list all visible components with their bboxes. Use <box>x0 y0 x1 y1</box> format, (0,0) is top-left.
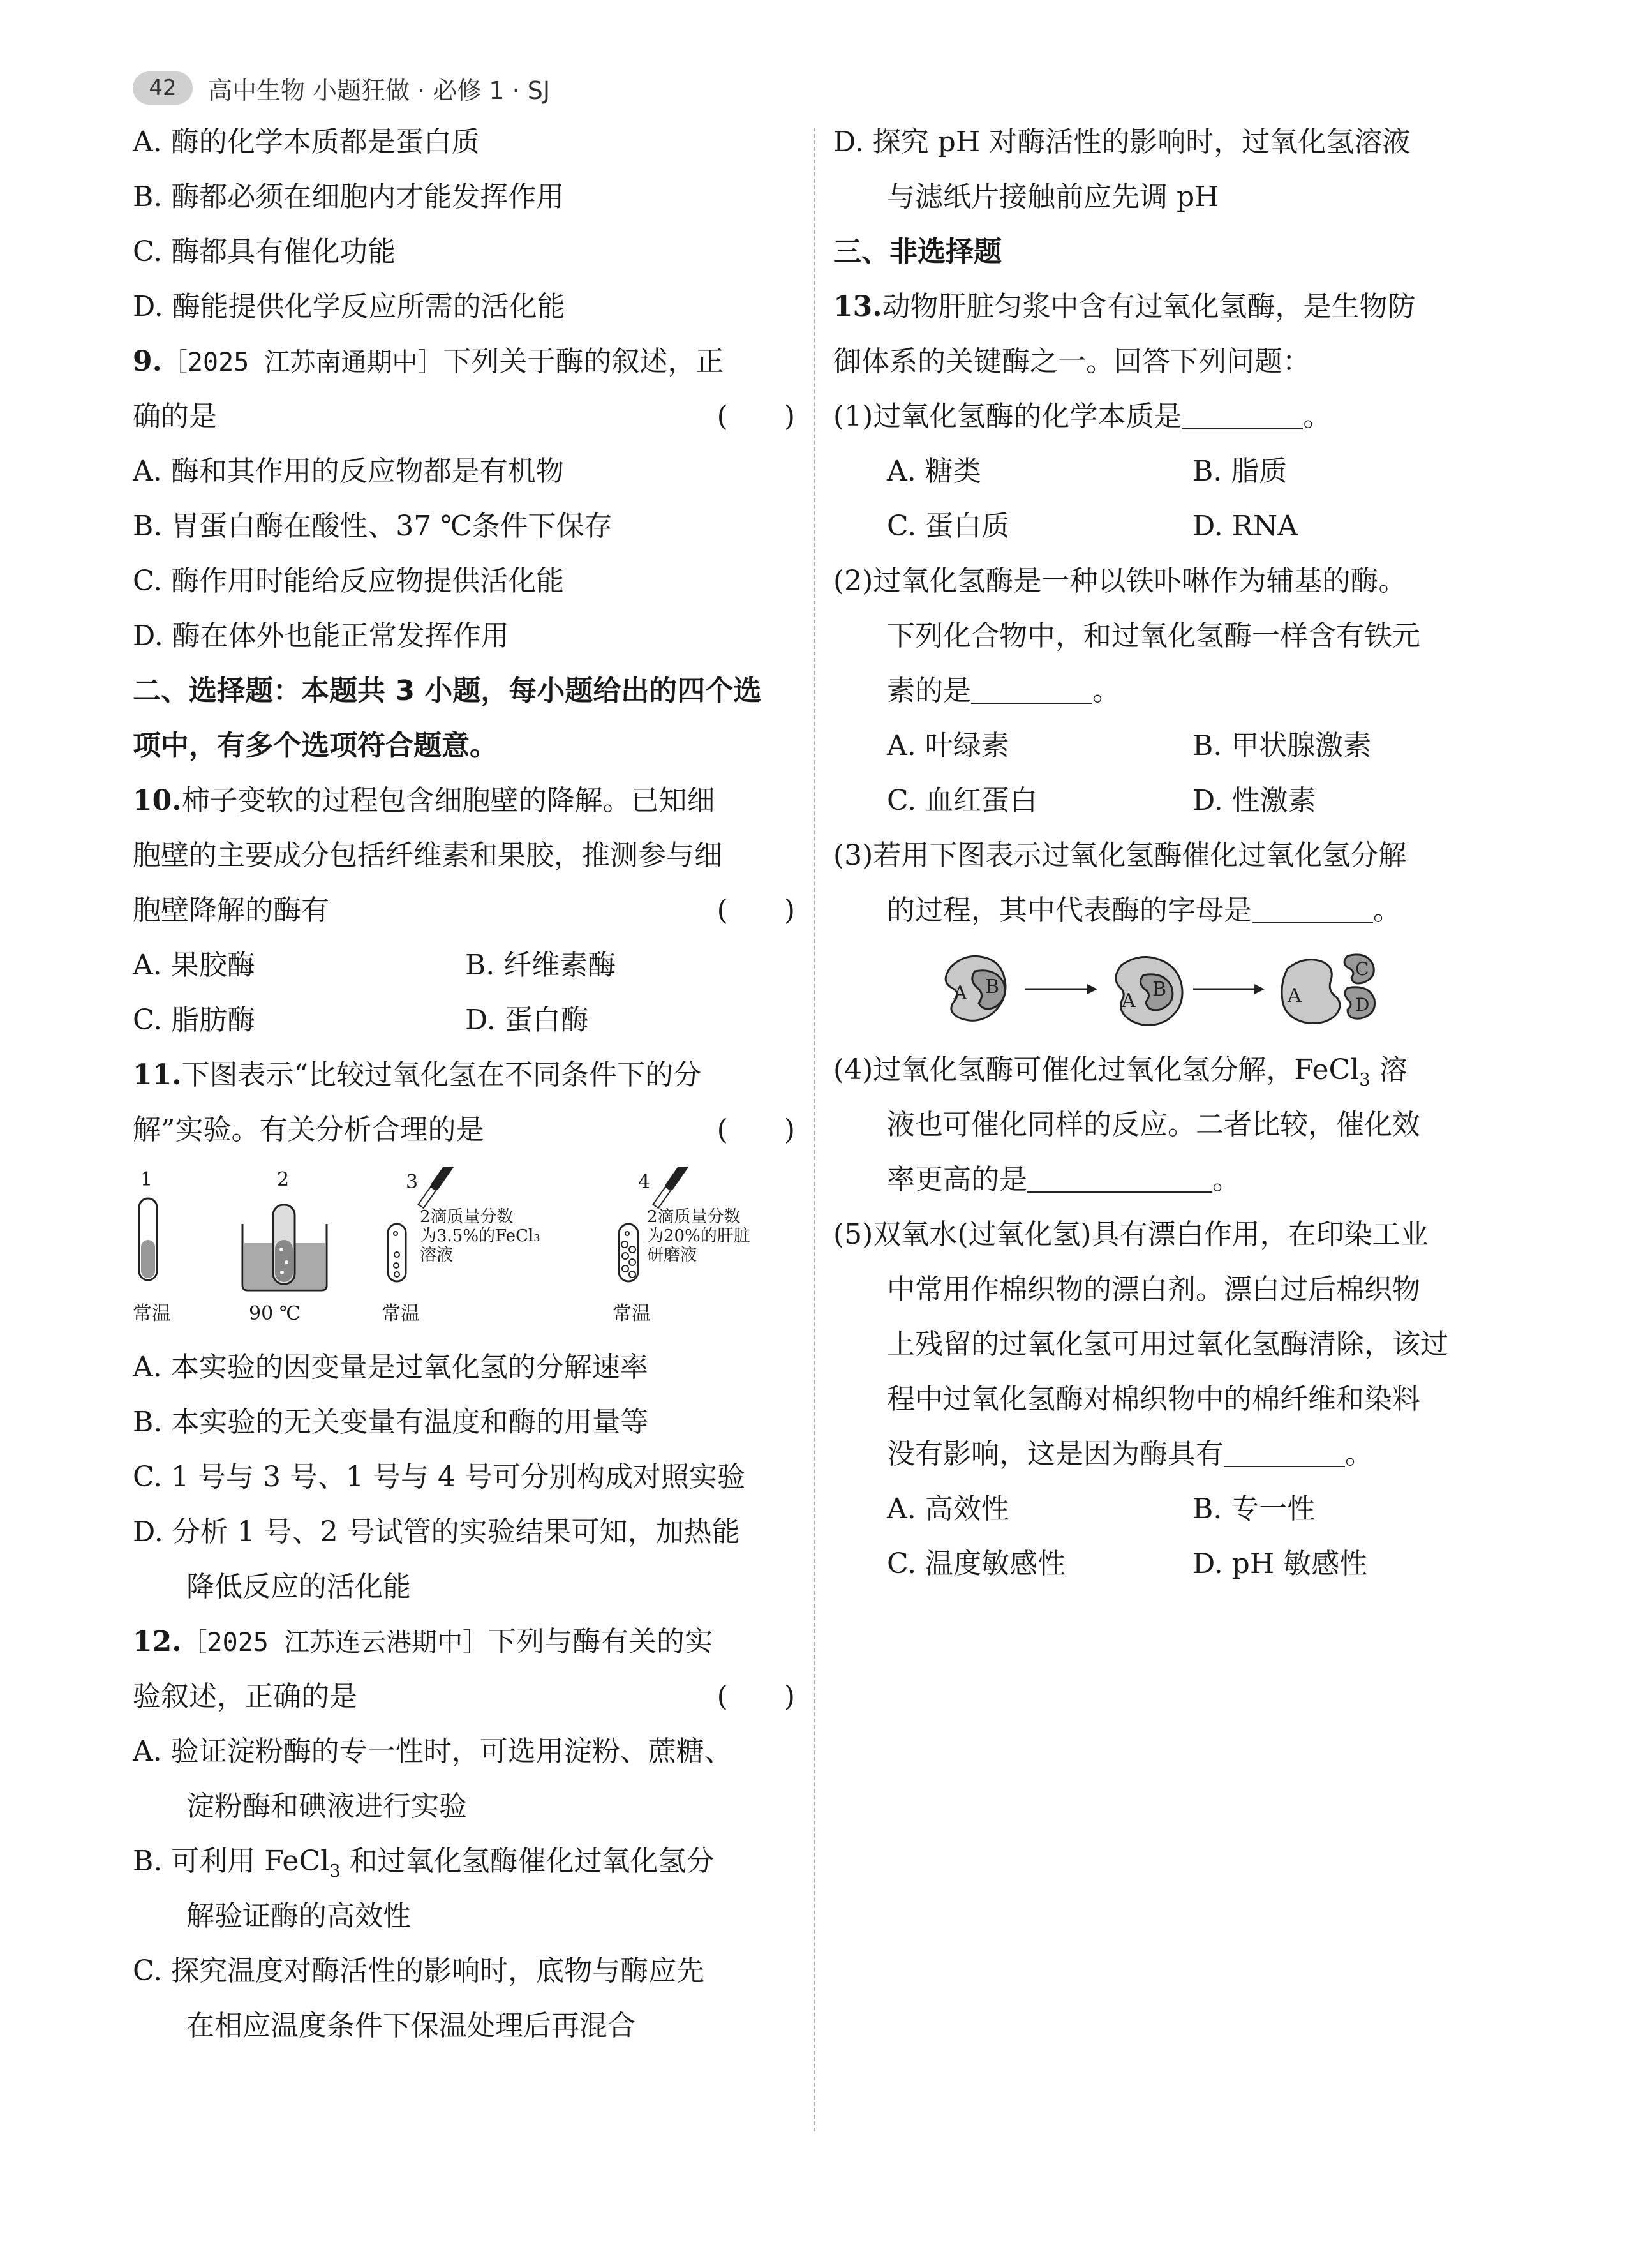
subscript-3: 3 <box>329 1861 341 1881</box>
q10-text-end: 胞壁降解的酶有 <box>133 894 329 927</box>
tube-number-2: 2 <box>277 1168 290 1191</box>
tube-number-4: 4 <box>638 1171 651 1193</box>
page-header <box>133 69 550 107</box>
answer-blank[interactable] <box>971 675 1092 704</box>
q13-part2-line2: 下列化合物中，和过氧化氢酶一样含有铁元 <box>887 620 1420 652</box>
letter-d: D <box>1355 994 1370 1015</box>
option-b: B. 专一性 <box>1192 1493 1316 1525</box>
tube-3-label-line2: 为3.5%的FeCl₃ <box>420 1227 540 1246</box>
part-label: (5) <box>833 1218 873 1251</box>
q8-option-d: D. 酶能提供化学反应所需的活化能 <box>133 290 565 323</box>
q10-option-d: D. 蛋白酶 <box>465 1004 589 1036</box>
arrow-2-head <box>1254 984 1265 994</box>
answer-paren: ( ) <box>717 894 795 927</box>
q12-stem: 下列与酶有关的实 <box>487 1625 713 1658</box>
q10-line2: 胞壁的主要成分包括纤维素和果胶，推测参与细 <box>133 839 722 872</box>
q11-option-b: B. 本实验的无关变量有温度和酶的用量等 <box>133 1406 649 1438</box>
q13-part5-text: 双氧水(过氧化氢)具有漂白作用，在印染工业 <box>873 1218 1429 1251</box>
q13-number: 13. <box>833 290 882 323</box>
q10-options-row1 <box>133 938 798 993</box>
enzyme-diagram <box>833 946 1498 1033</box>
q12-option-b-text: B. 可利用 FeCl <box>133 1845 330 1877</box>
answer-paren: ( ) <box>717 1114 795 1146</box>
option-a: A. 高效性 <box>887 1493 1009 1525</box>
q11-option-c: C. 1 号与 3 号、1 号与 4 号可分别构成对照实验 <box>133 1461 745 1493</box>
tube-3-label-line3: 溶液 <box>420 1246 454 1265</box>
option-a: A. 叶绿素 <box>887 729 1009 762</box>
q13-part5-line5 <box>833 1427 1498 1482</box>
temp-label-4: 常温 <box>613 1302 651 1325</box>
q12-source: ［2025 江苏连云港期中］ <box>181 1628 488 1657</box>
answer-blank[interactable] <box>1252 894 1373 923</box>
option-d: D. 性激素 <box>1192 784 1316 817</box>
temp-label-2: 90 ℃ <box>249 1302 301 1325</box>
q9-stem-line2 <box>133 389 798 444</box>
page-number: 42 <box>133 71 193 105</box>
q10-text: 柿子变软的过程包含细胞壁的降解。已知细 <box>181 784 715 817</box>
option-c: C. 蛋白质 <box>887 510 1010 542</box>
q9-source: ［2025 江苏南通期中］ <box>161 348 443 377</box>
q13-part5-line2: 中常用作棉织物的漂白剂。漂白过后棉织物 <box>887 1273 1420 1306</box>
dropper-4 <box>652 1167 693 1209</box>
q11-test-tube-figure <box>133 1167 798 1332</box>
q13-part5-options-row1 <box>833 1482 1498 1537</box>
q11-option-d-cont: 降低反应的活化能 <box>186 1570 411 1603</box>
q10-option-a: A. 果胶酶 <box>133 949 255 981</box>
q12-number: 12. <box>133 1625 182 1658</box>
letter-b-1: B <box>985 976 1000 998</box>
tube-number-1: 1 <box>140 1168 153 1191</box>
q13-part1-options-row1 <box>833 444 1498 499</box>
q13-part2-line1 <box>833 554 1498 609</box>
right-column <box>833 115 1498 1592</box>
subscript-3: 3 <box>1359 1070 1371 1090</box>
q13-part5-line1 <box>833 1207 1498 1262</box>
temp-label-1: 常温 <box>133 1302 171 1325</box>
section2-heading-line1: 二、选择题：本题共 3 小题，每小题给出的四个选 <box>133 675 762 707</box>
period: 。 <box>1092 675 1120 707</box>
q13-part4-text2: 溶 <box>1370 1054 1408 1086</box>
q9-option-b: B. 胃蛋白酶在酸性、37 ℃条件下保存 <box>133 510 613 542</box>
tube-3-label <box>420 1207 540 1265</box>
q11-number: 11. <box>133 1059 182 1091</box>
q13-part1 <box>833 389 1498 444</box>
q12-option-c: C. 探究温度对酶活性的影响时，底物与酶应先 <box>133 1955 705 1987</box>
q10-line3 <box>133 883 798 938</box>
q11-text: 下图表示“比较过氧化氢在不同条件下的分 <box>181 1059 702 1091</box>
tube-1-liquid <box>141 1240 155 1278</box>
answer-paren: ( ) <box>717 400 795 433</box>
q13-text: 动物肝脏匀浆中含有过氧化氢酶，是生物防 <box>882 290 1416 323</box>
q13-part5-line3: 上残留的过氧化氢可用过氧化氢酶清除，该过 <box>887 1328 1448 1361</box>
q11-line1 <box>133 1048 798 1103</box>
dropper-3 <box>417 1167 458 1209</box>
q13-part3-line1 <box>833 828 1498 883</box>
q13-part4-text: 过氧化氢酶可催化过氧化氢分解，FeCl <box>873 1054 1360 1086</box>
letter-a-2: A <box>1122 990 1136 1012</box>
answer-paren: ( ) <box>717 1680 795 1713</box>
answer-blank[interactable] <box>1182 400 1303 429</box>
q13-part2-line3 <box>833 664 1498 719</box>
tube-4-label-line2: 为20%的肝脏 <box>647 1227 750 1246</box>
letter-a-3: A <box>1288 985 1302 1007</box>
q9-option-c: C. 酶作用时能给反应物提供活化能 <box>133 565 565 597</box>
q13-part2-text: 过氧化氢酶是一种以铁卟啉作为辅基的酶。 <box>873 565 1407 597</box>
q12-stem-end: 验叙述，正确的是 <box>133 1680 357 1713</box>
part-label: (2) <box>833 565 873 597</box>
arrow-1-head <box>1087 984 1097 994</box>
q12-option-b <box>133 1834 798 1889</box>
q13-part3-line2 <box>833 883 1498 938</box>
q13-line2: 御体系的关键酶之一。回答下列问题： <box>833 345 1311 378</box>
q10-option-c: C. 脂肪酶 <box>133 1004 256 1036</box>
q12-option-a-cont: 淀粉酶和碘液进行实验 <box>186 1790 467 1823</box>
q13-part2-text-end: 素的是 <box>887 675 971 707</box>
q8-option-c: C. 酶都具有催化功能 <box>133 235 396 268</box>
period: 。 <box>1303 400 1332 433</box>
part-label: (3) <box>833 839 873 872</box>
q13-line1 <box>833 280 1498 334</box>
letter-c: C <box>1355 959 1369 980</box>
q13-part4-line1 <box>833 1043 1498 1098</box>
q11-line2 <box>133 1103 798 1158</box>
q12-option-c-cont: 在相应温度条件下保温处理后再混合 <box>186 2010 635 2042</box>
q13-part5-line4: 程中过氧化氢酶对棉织物中的棉纤维和染料 <box>887 1383 1420 1415</box>
temp-label-3: 常温 <box>382 1302 420 1325</box>
q12-option-b-cont: 解验证酶的高效性 <box>186 1900 411 1932</box>
q13-part1-options-row2 <box>833 499 1498 554</box>
q11-option-d: D. 分析 1 号、2 号试管的实验结果可知，加热能 <box>133 1516 740 1548</box>
answer-blank[interactable] <box>1224 1438 1345 1467</box>
q13-part4-line2: 液也可催化同样的反应。二者比较，催化效 <box>887 1108 1420 1141</box>
q12-stem-line1 <box>133 1615 798 1669</box>
part-label: (1) <box>833 400 873 433</box>
option-d: D. RNA <box>1192 510 1298 542</box>
q9-stem: 下列关于酶的叙述，正 <box>443 345 724 378</box>
q10-number: 10. <box>133 784 182 817</box>
letter-a-1: A <box>953 982 967 1004</box>
q11-option-a: A. 本实验的因变量是过氧化氢的分解速率 <box>133 1351 648 1384</box>
left-column <box>133 115 798 2054</box>
enzyme-reaction-figure <box>833 946 1498 1033</box>
option-c: C. 血红蛋白 <box>887 784 1038 817</box>
tube-2-liquid <box>275 1240 293 1282</box>
q13-part1-text: 过氧化氢酶的化学本质是 <box>873 400 1182 433</box>
q9-stem-end: 确的是 <box>133 400 217 433</box>
period: 。 <box>1212 1163 1240 1196</box>
answer-blank[interactable] <box>1027 1163 1212 1193</box>
option-c: C. 温度敏感性 <box>887 1548 1066 1580</box>
q10-options-row2 <box>133 993 798 1048</box>
letter-b-2: B <box>1152 978 1167 1001</box>
q9-option-a: A. 酶和其作用的反应物都是有机物 <box>133 455 564 488</box>
q13-part2-options-row1 <box>833 719 1498 773</box>
q9-stem-line1 <box>133 334 798 389</box>
q9-option-d: D. 酶在体外也能正常发挥作用 <box>133 620 509 652</box>
q11-text-end: 解”实验。有关分析合理的是 <box>133 1114 484 1146</box>
book-title: 高中生物 小题狂做 · 必修 1 · SJ <box>208 76 551 105</box>
q8-option-a: A. 酶的化学本质都是蛋白质 <box>133 126 480 158</box>
tube-number-3: 3 <box>406 1171 419 1193</box>
q12-option-a: A. 验证淀粉酶的专一性时，可选用淀粉、蔗糖、 <box>133 1735 732 1768</box>
section3-heading: 三、非选择题 <box>833 235 1002 268</box>
q12-option-d-cont: 与滤纸片接触前应先调 pH <box>887 181 1219 213</box>
q10-line1 <box>133 773 798 828</box>
q13-part3-text-end: 的过程，其中代表酶的字母是 <box>887 894 1252 927</box>
tube-4-label-line1: 2滴质量分数 <box>647 1207 741 1227</box>
tube-4-label-line3: 研磨液 <box>647 1246 697 1265</box>
q12-option-d: D. 探究 pH 对酶活性的影响时，过氧化氢溶液 <box>833 126 1411 158</box>
period: 。 <box>1345 1438 1373 1470</box>
part-label: (4) <box>833 1054 873 1086</box>
period: 。 <box>1373 894 1401 927</box>
option-d: D. pH 敏感性 <box>1192 1548 1368 1580</box>
q13-part4-text-end: 率更高的是 <box>887 1163 1027 1196</box>
q8-option-b: B. 酶都必须在细胞内才能发挥作用 <box>133 181 565 213</box>
q13-part2-options-row2 <box>833 773 1498 828</box>
option-a: A. 糖类 <box>887 455 981 488</box>
option-b: B. 脂质 <box>1192 455 1288 488</box>
q12-option-b-text2: 和过氧化氢酶催化过氧化氢分 <box>340 1845 715 1877</box>
tube-4-label <box>647 1207 750 1265</box>
tube-3-label-line1: 2滴质量分数 <box>420 1207 514 1227</box>
column-divider <box>814 128 815 2131</box>
q13-part4-line3 <box>833 1153 1498 1207</box>
section2-heading-line2: 项中，有多个选项符合题意。 <box>133 729 498 762</box>
q13-part3-text: 若用下图表示过氧化氢酶催化过氧化氢分解 <box>873 839 1407 872</box>
q13-part5-text-end: 没有影响，这是因为酶具有 <box>887 1438 1224 1470</box>
q9-number: 9. <box>133 345 162 378</box>
option-b: B. 甲状腺激素 <box>1192 729 1372 762</box>
q13-part5-options-row2 <box>833 1537 1498 1592</box>
q12-stem-line2 <box>133 1669 798 1724</box>
q10-option-b: B. 纤维素酶 <box>465 949 616 981</box>
